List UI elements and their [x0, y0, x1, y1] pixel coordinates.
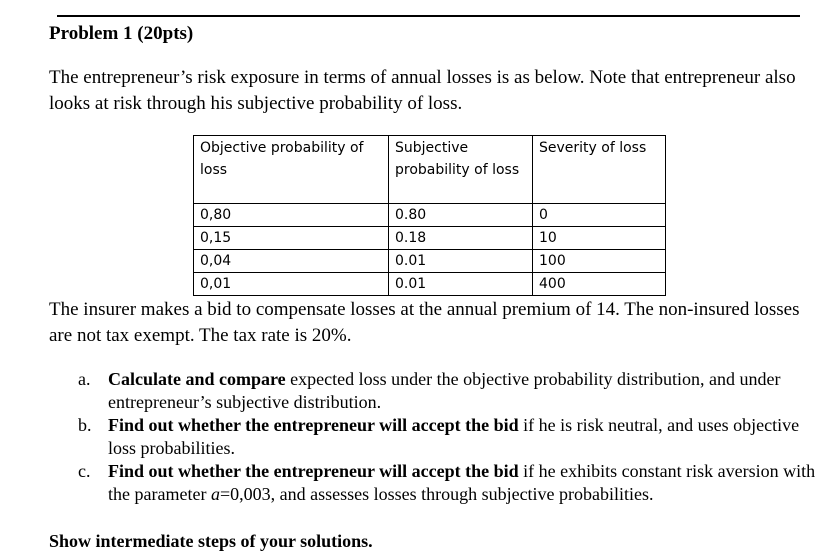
table-cell: 0.18	[389, 227, 533, 250]
header-objective-probability: Objective probability of loss	[194, 136, 389, 204]
table-cell: 0,80	[194, 204, 389, 227]
table-cell: 0,04	[194, 250, 389, 273]
task-emphasis: Find out whether the entrepreneur will accept the bid	[108, 461, 519, 481]
table-cell: 0.01	[389, 273, 533, 296]
problem-title: Problem 1 (20pts)	[49, 23, 194, 44]
table-cell: 0.80	[389, 204, 533, 227]
intro-paragraph: The entrepreneur’s risk exposure in terms of annual losses is as below. Note that entrepreneur also looks at risk through his subjective probability of loss.	[49, 67, 796, 114]
parameter-symbol: a	[210, 484, 220, 504]
table-cell: 100	[533, 250, 666, 273]
table-cell: 10	[533, 227, 666, 250]
task-marker: b.	[78, 415, 92, 435]
task-item-a	[48, 368, 818, 414]
header-subjective-probability: Subjective probability of loss	[389, 136, 533, 204]
table-row	[194, 204, 666, 227]
task-text: if he is risk neutral, and uses objective loss probabilities.	[108, 415, 800, 458]
top-rule	[57, 15, 800, 17]
table-row	[194, 227, 666, 250]
task-text: expected loss under the objective probability distribution, and under entrepreneur’s subjective distribution.	[108, 369, 781, 412]
table-cell: 0	[533, 204, 666, 227]
task-list	[48, 368, 818, 506]
closing-instruction: Show intermediate steps of your solutions.	[49, 531, 373, 551]
task-emphasis: Calculate and compare	[108, 369, 286, 389]
table-header-row	[194, 136, 666, 204]
task-text: =0,003, and assesses losses through subjective probabilities.	[219, 484, 654, 504]
task-item-c	[48, 460, 818, 506]
task-emphasis: Find out whether the entrepreneur will accept the bid	[108, 415, 519, 435]
insurer-paragraph: The insurer makes a bid to compensate losses at the annual premium of 14. The non-insured losses are not tax exempt. The tax rate is 20%.	[49, 299, 800, 346]
table-row	[194, 250, 666, 273]
table-cell: 0,15	[194, 227, 389, 250]
table-cell: 400	[533, 273, 666, 296]
table-row	[194, 273, 666, 296]
table-cell: 0,01	[194, 273, 389, 296]
header-severity: Severity of loss	[533, 136, 666, 204]
task-marker: a.	[78, 369, 91, 389]
task-item-b	[48, 414, 818, 460]
table-cell: 0.01	[389, 250, 533, 273]
task-marker: c.	[78, 461, 91, 481]
loss-table	[193, 135, 666, 296]
task-text: if he exhibits constant risk aversion with the parameter	[108, 461, 816, 504]
